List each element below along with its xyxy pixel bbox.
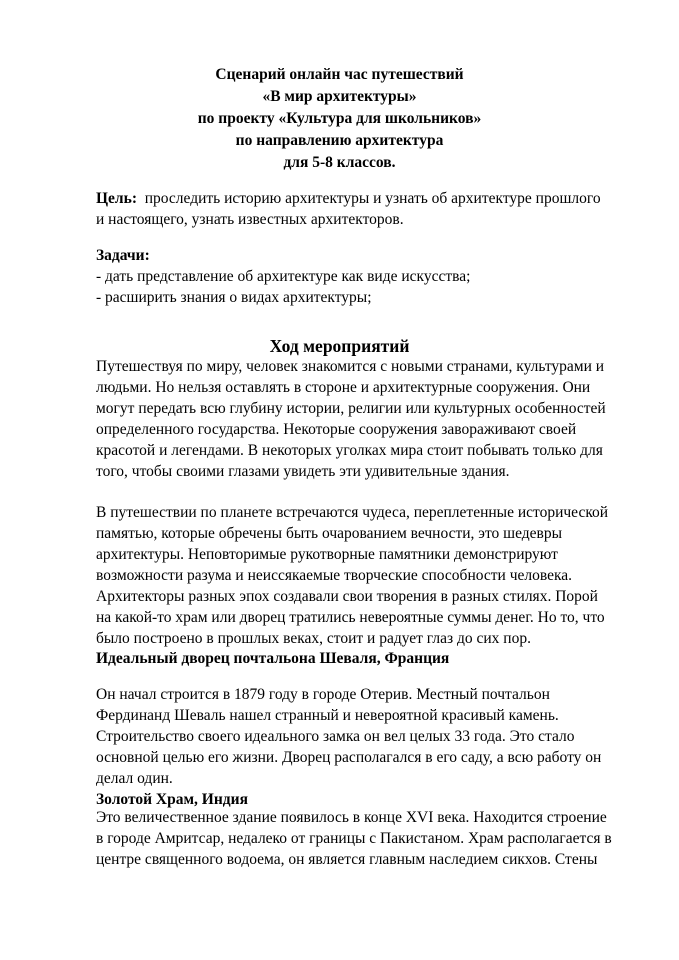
- paragraph-line: архитектуры. Неповторимые рукотворные памятники демонстрируют: [96, 546, 558, 563]
- paragraph-line: Архитекторы разных эпох создавали свои творения в разных стилях. Порой: [96, 588, 598, 605]
- title-line-4: по направлению архитектура: [235, 132, 444, 149]
- title-line-5: для 5-8 классов.: [283, 154, 396, 171]
- paragraph-line: основной целью его жизни. Дворец располагался в его саду, а всю работу он: [96, 749, 602, 766]
- paragraph-line: Путешествуя по миру, человек знакомится с новыми странами, культурами и: [96, 358, 605, 375]
- paragraph-line: было построено в прошлых веках, стоит и радует глаз до сих пор.: [96, 630, 531, 647]
- paragraph-line: памятью, которые обречены быть очарованием вечности, это шедевры: [96, 525, 562, 542]
- paragraph-line: В путешествии по планете встречаются чудеса, переплетенные исторической: [96, 504, 609, 521]
- task-item: - расширить знания о видах архитектуры;: [96, 289, 372, 306]
- progress-heading: Ход мероприятий: [269, 336, 410, 356]
- title-line-3: по проекту «Культура для школьников»: [197, 110, 482, 127]
- paragraph-line: делал один.: [96, 770, 173, 787]
- paragraph-line: на какой-то храм или дворец тратились невероятные суммы денег. Но то, что: [96, 609, 605, 626]
- section-heading-cheval-palace: Идеальный дворец почтальона Шеваля, Франция: [96, 650, 450, 667]
- golden-temple-paragraph: [96, 807, 636, 870]
- task-item: - дать представление об архитектуре как виде искусства;: [96, 268, 471, 285]
- goal-section: [96, 188, 636, 230]
- paragraph-line: красотой и легендами. В некоторых уголках мира стоит побывать только для: [96, 442, 603, 459]
- paragraph-line: определенного государства. Некоторые сооружения завораживают своей: [96, 421, 577, 438]
- paragraph-line: в городе Амритсар, недалеко от границы с Пакистаном. Храм располагается в: [96, 830, 612, 847]
- paragraph-line: людьми. Но нельзя оставлять в стороне и архитектурные сооружения. Они: [96, 379, 591, 396]
- paragraph-line: могут передать всю глубину истории, религии или культурных особенностей: [96, 400, 606, 417]
- goal-text-2: и настоящего, узнать известных архитекторов.: [96, 211, 404, 228]
- paragraph-line: возможности разума и неиссякаемые творческие способности человека.: [96, 567, 573, 584]
- title-line-1: Сценарий онлайн час путешествий: [215, 66, 464, 83]
- progress-paragraph-1: [96, 356, 636, 482]
- paragraph-line: центре священного водоема, он является главным наследием сикхов. Стены: [96, 851, 598, 868]
- paragraph-line: Фердинанд Шеваль нашел странный и невероятной красивый камень.: [96, 707, 559, 724]
- paragraph-line: Строительство своего идеального замка он вел целых 33 года. Это стало: [96, 728, 575, 745]
- goal-text-1: проследить историю архитектуры и узнать об архитектуре прошлого: [137, 190, 601, 207]
- cheval-palace-paragraph: [96, 684, 636, 789]
- title-line-2: «В мир архитектуры»: [262, 88, 417, 105]
- tasks-section: [96, 245, 636, 308]
- progress-paragraph-2: [96, 502, 636, 649]
- paragraph-line: Это величественное здание появилось в конце XVI века. Находится строение: [96, 809, 607, 826]
- section-heading-golden-temple: Золотой Храм, Индия: [96, 791, 248, 808]
- tasks-label: Задачи:: [96, 247, 150, 264]
- paragraph-line: того, чтобы своими глазами увидеть эти удивительные здания.: [96, 463, 510, 480]
- goal-label: Цель:: [96, 190, 137, 207]
- paragraph-line: Он начал строится в 1879 году в городе Отерив. Местный почтальон: [96, 686, 550, 703]
- document-title: [0, 64, 679, 174]
